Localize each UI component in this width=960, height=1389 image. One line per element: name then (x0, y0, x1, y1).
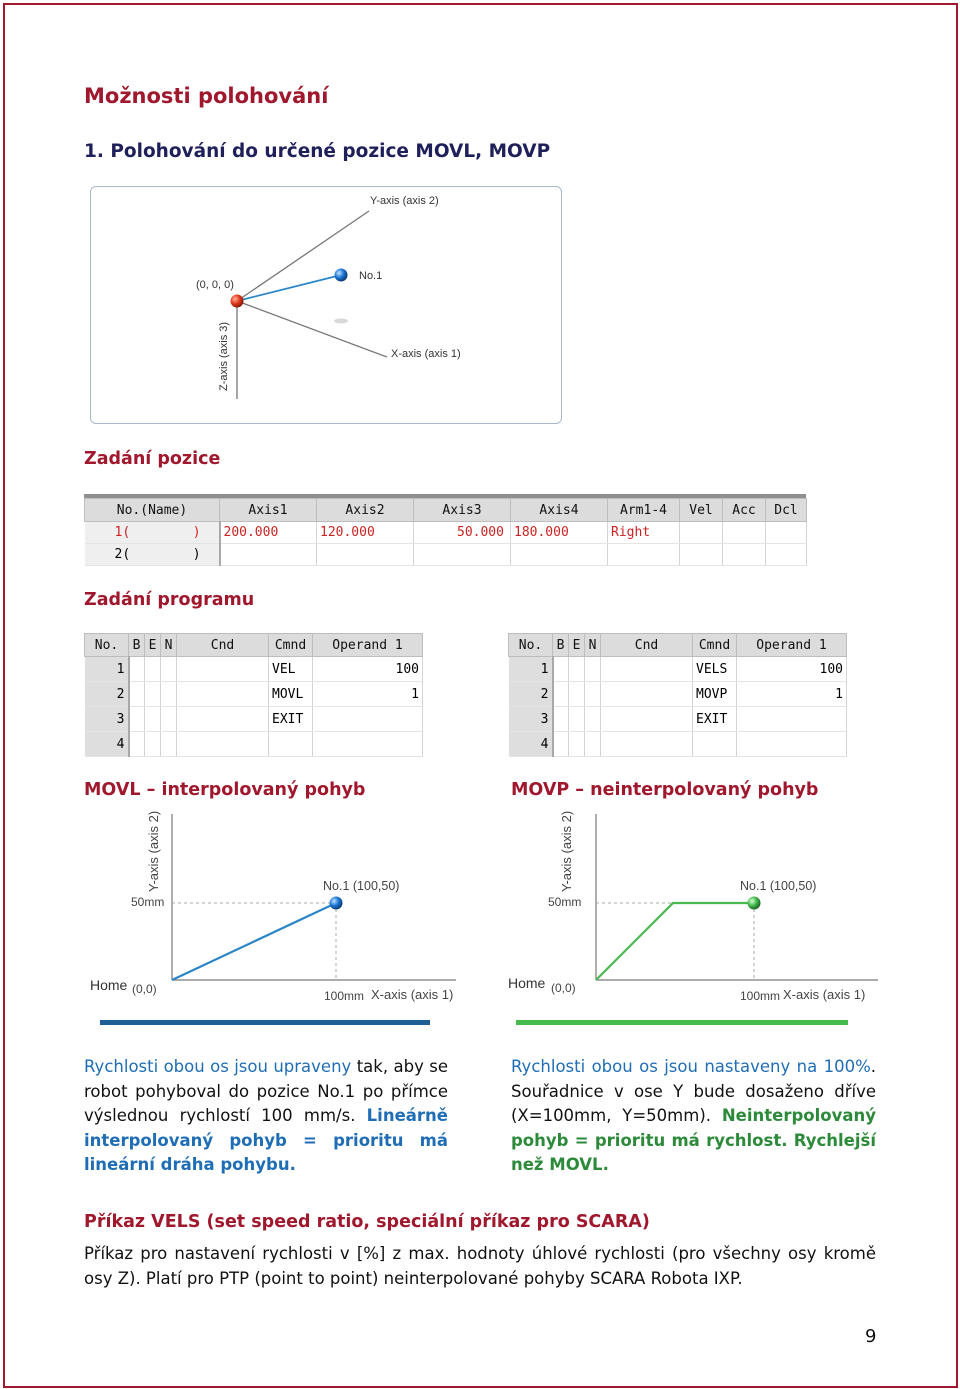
axis3-cell[interactable] (414, 544, 511, 566)
point-label: No.1 (100,50) (740, 879, 817, 893)
step-no[interactable]: 2 (509, 682, 553, 707)
vel-cell[interactable] (680, 544, 723, 566)
movp-text-body: . Souřadnice v ose Y bude dosaženo dříve (X=100mm, Y=50mm). (511, 1057, 876, 1125)
header-n[interactable]: N (161, 634, 177, 657)
e-cell[interactable] (569, 707, 585, 732)
program-header-row (509, 634, 847, 657)
cmnd-cell[interactable] (693, 732, 737, 757)
table-row (509, 657, 847, 682)
b-cell[interactable] (129, 657, 145, 682)
header-e[interactable]: E (145, 634, 161, 657)
program-table-movl (84, 633, 423, 757)
header-axis1[interactable]: Axis1 (220, 499, 317, 522)
e-cell[interactable] (569, 657, 585, 682)
step-no[interactable]: 4 (509, 732, 553, 757)
cnd-cell[interactable] (601, 707, 693, 732)
point-label: No.1 (100,50) (323, 879, 400, 893)
movp-underline (516, 1020, 848, 1025)
header-no[interactable]: No. (509, 634, 553, 657)
movp-plot-svg (506, 800, 886, 1032)
header-operand1[interactable]: Operand 1 (737, 634, 847, 657)
program-header-row (85, 634, 423, 657)
operand-cell[interactable]: 100 (737, 657, 847, 682)
n-cell[interactable] (161, 657, 177, 682)
cmnd-cell[interactable]: EXIT (693, 707, 737, 732)
movp-text-conclusion: Neinterpolovaný pohyb = prioritu má rychlost. Rychlejší než MOVL. (511, 1106, 876, 1174)
header-acc[interactable]: Acc (723, 499, 766, 522)
home-coord: (0,0) (551, 981, 576, 995)
movp-path (596, 903, 754, 980)
n-cell[interactable] (161, 707, 177, 732)
arm-cell[interactable] (608, 544, 680, 566)
header-dcl[interactable]: Dcl (766, 499, 807, 522)
cmnd-cell[interactable]: MOVP (693, 682, 737, 707)
cmnd-cell[interactable]: VEL (269, 657, 313, 682)
header-cmnd[interactable]: Cmnd (693, 634, 737, 657)
axis1-cell[interactable]: 200.000 (220, 522, 317, 544)
step-no[interactable]: 2 (85, 682, 129, 707)
header-cmnd[interactable]: Cmnd (269, 634, 313, 657)
vels-description: Příkaz pro nastavení rychlosti v [%] z max. hodnoty úhlové rychlosti (pro všechny osy kromě osy Z). Platí pro PTP (point to point) neinterpolované pohyby SCARA Robota IXP. (84, 1244, 876, 1288)
axis1-cell[interactable] (220, 544, 317, 566)
home-coord: (0,0) (132, 982, 157, 996)
movp-title: MOVP – neinterpolovaný pohyb (511, 780, 819, 800)
header-b[interactable]: B (129, 634, 145, 657)
table-row (85, 522, 807, 544)
x-tick-label: 100mm (324, 989, 365, 1003)
cnd-cell[interactable] (601, 682, 693, 707)
n-cell[interactable] (585, 682, 601, 707)
header-axis2[interactable]: Axis2 (317, 499, 414, 522)
y-axis-label: Y-axis (axis 2) (370, 195, 439, 207)
step-no[interactable]: 1 (509, 657, 553, 682)
header-no[interactable]: No.(Name) (85, 499, 220, 522)
movl-underline (100, 1020, 430, 1025)
dcl-cell[interactable] (766, 544, 807, 566)
x-axis-line (237, 301, 387, 357)
movl-text-highlight: Rychlosti obou os jsou upraveny (84, 1057, 352, 1076)
z-axis-label: Z-axis (axis 3) (218, 321, 230, 391)
b-cell[interactable] (553, 732, 569, 757)
arm-cell[interactable]: Right (608, 522, 680, 544)
n-cell[interactable] (585, 707, 601, 732)
header-no[interactable]: No. (85, 634, 129, 657)
operand-cell[interactable]: 1 (313, 682, 423, 707)
step-no[interactable]: 3 (509, 707, 553, 732)
n-cell[interactable] (585, 732, 601, 757)
x-tick-label: 100mm (740, 989, 781, 1003)
e-cell[interactable] (145, 682, 161, 707)
target-point-icon (748, 897, 761, 910)
program-table-movp (508, 633, 847, 757)
position-table (84, 494, 806, 566)
movp-plot (506, 800, 886, 1036)
page-title: Možnosti polohování (84, 84, 329, 108)
axis2-cell[interactable]: 120.000 (317, 522, 414, 544)
x-axis-label: X-axis (axis 1) (371, 987, 454, 1002)
operand-cell[interactable] (313, 707, 423, 732)
b-cell[interactable] (553, 682, 569, 707)
vels-title: Příkaz VELS (set speed ratio, speciální příkaz pro SCARA) (84, 1212, 650, 1232)
operand-cell[interactable]: 100 (313, 657, 423, 682)
b-cell[interactable] (553, 707, 569, 732)
e-cell[interactable] (145, 732, 161, 757)
origin-point-icon (231, 295, 244, 308)
header-b[interactable]: B (553, 634, 569, 657)
row-no-cell[interactable]: 1( ) (85, 522, 220, 544)
acc-cell[interactable] (723, 522, 766, 544)
cmnd-cell[interactable]: VELS (693, 657, 737, 682)
cnd-cell[interactable] (177, 732, 269, 757)
movl-plot-svg (84, 800, 464, 1032)
header-vel[interactable]: Vel (680, 499, 723, 522)
step-no[interactable]: 1 (85, 657, 129, 682)
program-section-title: Zadání programu (84, 590, 255, 610)
shadow (334, 319, 348, 324)
cnd-cell[interactable] (177, 657, 269, 682)
step-no[interactable]: 3 (85, 707, 129, 732)
e-cell[interactable] (145, 707, 161, 732)
n-cell[interactable] (161, 682, 177, 707)
operand-cell[interactable] (737, 707, 847, 732)
b-cell[interactable] (129, 732, 145, 757)
table-header-row (85, 499, 807, 522)
axis-figure (90, 186, 562, 424)
operand-cell[interactable] (737, 732, 847, 757)
vel-cell[interactable] (680, 522, 723, 544)
home-label: Home (90, 977, 128, 993)
table-row (85, 707, 423, 732)
axis4-cell[interactable]: 180.000 (511, 522, 608, 544)
acc-cell[interactable] (723, 544, 766, 566)
cnd-cell[interactable] (601, 657, 693, 682)
table-row (509, 682, 847, 707)
step-no[interactable]: 4 (85, 732, 129, 757)
path-line (237, 275, 341, 301)
origin-label: (0, 0, 0) (196, 279, 234, 291)
table-row (85, 682, 423, 707)
b-cell[interactable] (129, 682, 145, 707)
e-cell[interactable] (569, 682, 585, 707)
movl-path (172, 903, 336, 980)
n-cell[interactable] (585, 657, 601, 682)
table-row (509, 732, 847, 757)
e-cell[interactable] (145, 657, 161, 682)
header-axis4[interactable]: Axis4 (511, 499, 608, 522)
cnd-cell[interactable] (177, 707, 269, 732)
row-no-cell[interactable]: 2( ) (85, 544, 220, 566)
cmnd-cell[interactable] (269, 732, 313, 757)
dcl-cell[interactable] (766, 522, 807, 544)
b-cell[interactable] (553, 657, 569, 682)
table-row (509, 707, 847, 732)
movl-title: MOVL – interpolovaný pohyb (84, 780, 366, 800)
y-tick-label: 50mm (131, 895, 165, 909)
cmnd-cell[interactable]: EXIT (269, 707, 313, 732)
y-axis-label: Y-axis (axis 2) (559, 810, 574, 892)
n-cell[interactable] (161, 732, 177, 757)
home-label: Home (508, 975, 546, 991)
cnd-cell[interactable] (601, 732, 693, 757)
header-axis3[interactable]: Axis3 (414, 499, 511, 522)
movl-plot (84, 800, 464, 1036)
movp-text-highlight: Rychlosti obou os jsou nastaveny na 100% (511, 1057, 871, 1076)
table-row (85, 544, 807, 566)
b-cell[interactable] (129, 707, 145, 732)
target-point-icon (330, 897, 343, 910)
movl-text-body: tak, aby se robot pohyboval do pozice No.1 po přímce výslednou rychlostí 100 mm/s. (84, 1057, 448, 1125)
page-number: 9 (865, 1326, 877, 1347)
axis4-cell[interactable] (511, 544, 608, 566)
x-axis-label: X-axis (axis 1) (391, 348, 461, 360)
x-axis-label: X-axis (axis 1) (783, 987, 866, 1002)
e-cell[interactable] (569, 732, 585, 757)
operand-cell[interactable]: 1 (737, 682, 847, 707)
point-label: No.1 (359, 270, 383, 282)
y-axis-line (237, 211, 369, 301)
position-section-title: Zadání pozice (84, 449, 221, 469)
table-row (85, 732, 423, 757)
y-tick-label: 50mm (548, 895, 582, 909)
header-cnd[interactable]: Cnd (601, 634, 693, 657)
axis2-cell[interactable] (317, 544, 414, 566)
operand-cell[interactable] (313, 732, 423, 757)
axis3-cell[interactable]: 50.000 (414, 522, 511, 544)
header-e[interactable]: E (569, 634, 585, 657)
axis-figure-svg (91, 187, 561, 423)
header-operand1[interactable]: Operand 1 (313, 634, 423, 657)
header-arm[interactable]: Arm1-4 (608, 499, 680, 522)
table-row (85, 657, 423, 682)
section-title: 1. Polohování do určené pozice MOVL, MOVP (84, 141, 551, 162)
y-axis-label: Y-axis (axis 2) (146, 810, 161, 892)
header-n[interactable]: N (585, 634, 601, 657)
cmnd-cell[interactable]: MOVL (269, 682, 313, 707)
movp-description (511, 1055, 876, 1178)
movl-text-conclusion: Lineárně interpolovaný pohyb = prioritu má lineární dráha pohybu. (84, 1106, 448, 1174)
cnd-cell[interactable] (177, 682, 269, 707)
target-point-icon (335, 269, 348, 282)
header-cnd[interactable]: Cnd (177, 634, 269, 657)
movl-description (84, 1055, 448, 1178)
